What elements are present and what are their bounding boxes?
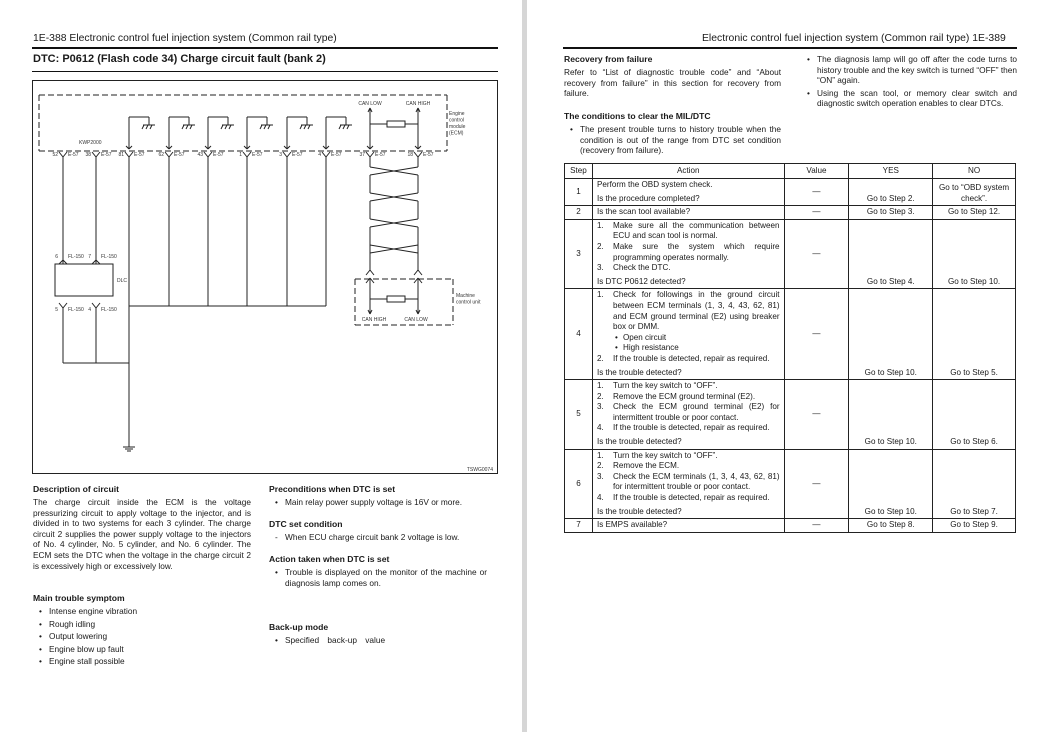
figure-id: TSWG0074 xyxy=(466,467,493,473)
sub-step: • Open circuit xyxy=(613,333,780,344)
step-text: If the trouble is detected, repair as required. xyxy=(612,353,770,363)
terminal-pin: 4 xyxy=(318,152,321,158)
terminal-connector: E-57 xyxy=(423,152,434,158)
terminal-connector: E-57 xyxy=(68,152,79,158)
dlc-connector: FL-150 xyxy=(101,254,117,260)
step-cell: 6 xyxy=(565,449,593,519)
clear-condition-item: • The diagnosis lamp will go off after the code turns to history trouble and the key switch is turned “OFF” then “ON” again. xyxy=(801,54,1017,86)
terminal-connector: E-57 xyxy=(213,152,224,158)
dtc-title: DTC: P0612 (Flash code 34) Charge circuit fault (bank 2) xyxy=(33,53,326,65)
step-number: 2. xyxy=(596,391,604,401)
terminal-pin: 81 xyxy=(118,152,124,158)
action-taken-item: • Trouble is displayed on the monitor of the machine or diagnosis lamp comes on. xyxy=(269,567,487,588)
yes-cell: Go to Step 4. xyxy=(849,219,933,289)
table-row xyxy=(565,179,1016,206)
no-cell: Go to Step 10. xyxy=(933,219,1016,289)
no-cell: Go to “OBD system check”. xyxy=(933,179,1016,206)
clear-conditions-list-a xyxy=(564,124,781,156)
dlc-connector: FL-150 xyxy=(101,307,117,313)
header-rule-right xyxy=(563,47,1017,49)
clear-condition-item: • The present trouble turns to history trouble when the condition is out of the range from DTC set condition (recovery from failure). xyxy=(564,124,781,156)
dlc-pin: 4 xyxy=(88,307,91,313)
terminal-connector: E-57 xyxy=(252,152,263,158)
step-number: 4. xyxy=(596,423,604,433)
symptom-item: • Intense engine vibration xyxy=(33,605,253,618)
step-text: Check the ECM terminals (1, 3, 4, 43, 62, 81) for intermittent trouble or poor contact. xyxy=(612,471,780,492)
dlc-pin: 6 xyxy=(55,254,58,260)
value-cell: — xyxy=(784,449,849,519)
table-header-row xyxy=(565,164,1016,179)
symptom-item: • Output lowering xyxy=(33,630,253,643)
action-question: Is the trouble detected? xyxy=(596,367,682,377)
step-number: 1. xyxy=(596,290,604,300)
header-value: Value xyxy=(784,164,849,179)
action-cell xyxy=(592,519,784,533)
action-question: Is the procedure completed? xyxy=(596,193,700,203)
terminal-connector: E-57 xyxy=(375,152,386,158)
step-cell: 4 xyxy=(565,289,593,380)
step-text: Turn the key switch to “OFF”. xyxy=(612,381,718,391)
step-text: Remove the ECM ground terminal (E2). xyxy=(612,391,756,401)
action-steps xyxy=(597,451,780,504)
step-text: If the trouble is detected, repair as required. xyxy=(612,493,770,503)
terminal-pin: 62 xyxy=(158,152,164,158)
action-step xyxy=(597,290,780,354)
value-cell: — xyxy=(784,380,849,450)
step-number: 2. xyxy=(596,353,604,363)
no-cell: Go to Step 6. xyxy=(933,380,1016,450)
table-row xyxy=(565,449,1016,519)
preconditions-heading: Preconditions when DTC is set xyxy=(269,484,396,494)
recovery-heading: Recovery from failure xyxy=(564,54,653,64)
action-cell xyxy=(592,219,784,289)
ecm-label: control xyxy=(449,117,465,124)
step-cell: 7 xyxy=(565,519,593,533)
set-condition-heading: DTC set condition xyxy=(269,519,343,529)
yes-cell: Go to Step 3. xyxy=(849,206,933,220)
terminal-connector: E-57 xyxy=(101,152,112,158)
action-step xyxy=(597,392,780,403)
yes-cell: Go to Step 8. xyxy=(849,519,933,533)
table-body xyxy=(565,179,1016,533)
yes-cell: Go to Step 10. xyxy=(849,380,933,450)
symptom-item: • Engine stall possible xyxy=(33,655,253,668)
terminal-pin: 43 xyxy=(197,152,203,158)
can-high-label: CAN HIGH xyxy=(361,317,387,323)
action-steps xyxy=(597,381,780,434)
step-cell: 1 xyxy=(565,179,593,206)
dlc-connector: FL-150 xyxy=(68,254,84,260)
value-cell: — xyxy=(784,206,849,220)
terminal-pin: 52 xyxy=(52,152,58,158)
running-head-right: Electronic control fuel injection system (Common rail type) 1E-389 xyxy=(702,33,1006,44)
symptom-item: • Engine blow up fault xyxy=(33,643,253,656)
action-cell xyxy=(592,449,784,519)
action-question: Is the scan tool available? xyxy=(596,207,691,217)
value-cell: — xyxy=(784,219,849,289)
clear-conditions-list-b xyxy=(801,54,1017,109)
mcu-label: Machine xyxy=(456,293,475,299)
step-text: If the trouble is detected, repair as required. xyxy=(612,423,770,433)
no-cell: Go to Step 7. xyxy=(933,449,1016,519)
description-text: The charge circuit inside the ECM is the voltage pressurizing circuit to apply voltage to the injector, and is divided in to two systems for each 3 cylinder. The charge circuit 2 supplies the power supply voltage to the injectors of No. 4 cylinder, No. 5 cylinder, and No. 6 cylinder. The ECM sets the DTC when the voltage in the charge circuit 2 is excessively high or excessively low. xyxy=(33,497,251,571)
step-number: 2. xyxy=(596,461,604,471)
yes-cell: Go to Step 10. xyxy=(849,449,933,519)
step-number: 3. xyxy=(596,263,604,273)
terminal-pin: 18 xyxy=(407,152,413,158)
backup-item: • Specified back-up value xyxy=(269,634,489,647)
action-step xyxy=(597,242,780,263)
action-taken-heading: Action taken when DTC is set xyxy=(269,554,390,564)
action-cell xyxy=(592,380,784,450)
diagnosis-table xyxy=(564,163,1016,533)
action-step xyxy=(597,402,780,423)
step-cell: 2 xyxy=(565,206,593,220)
dlc-label: DLC xyxy=(117,278,128,284)
step-text: Check for followings in the ground circuit between ECM terminals (1, 3, 4, 43, 62, 81) and ECM ground terminal (E2) using breaker box or DMM. xyxy=(612,290,780,332)
table-row xyxy=(565,206,1016,220)
description-heading: Description of circuit xyxy=(33,484,119,494)
dlc-pin: 5 xyxy=(55,307,58,313)
step-number: 1. xyxy=(596,220,604,230)
step-text: Make sure all the communication between ECU and scan tool is normal. xyxy=(612,220,780,241)
can-low-label: CAN LOW xyxy=(358,101,382,107)
yes-cell: Go to Step 2. xyxy=(849,179,933,206)
step-cell: 3 xyxy=(565,219,593,289)
action-steps xyxy=(597,290,780,364)
step-text: Check the ECM ground terminal (E2) for intermittent trouble or poor contact. xyxy=(612,402,780,422)
action-question: Is EMPS available? xyxy=(596,520,668,530)
running-head-left: 1E-388 Electronic control fuel injection system (Common rail type) xyxy=(33,33,337,44)
action-cell xyxy=(592,289,784,380)
terminal-pin: 38 xyxy=(85,152,91,158)
main-symptom-heading: Main trouble symptom xyxy=(33,593,125,603)
backup-heading: Back-up mode xyxy=(269,622,329,632)
action-step xyxy=(597,381,780,392)
step-cell: 5 xyxy=(565,380,593,450)
set-condition-item: - When ECU charge circuit bank 2 voltage is low. xyxy=(269,531,489,544)
dlc-connector: FL-150 xyxy=(68,307,84,313)
header-no: NO xyxy=(933,164,1016,179)
symptom-item: • Rough idling xyxy=(33,618,253,631)
action-question: Is the trouble detected? xyxy=(596,506,682,516)
value-cell: — xyxy=(784,179,849,206)
step-text: Check the DTC. xyxy=(612,263,671,273)
header-action: Action xyxy=(592,164,784,179)
table-row xyxy=(565,519,1016,533)
table-row xyxy=(565,219,1016,289)
step-number: 1. xyxy=(596,381,604,391)
step-number: 3. xyxy=(596,402,604,412)
sub-steps xyxy=(613,333,780,354)
action-step xyxy=(597,423,780,434)
header-yes: YES xyxy=(849,164,933,179)
header-step: Step xyxy=(565,164,593,179)
action-question: Is DTC P0612 detected? xyxy=(596,276,686,286)
ecm-label: module xyxy=(449,124,466,130)
terminal-pin: 3 xyxy=(279,152,282,158)
step-number: 1. xyxy=(596,450,604,460)
terminal-connector: E-57 xyxy=(292,152,303,158)
no-cell: Go to Step 12. xyxy=(933,206,1016,220)
action-step xyxy=(597,493,780,504)
dlc-pin: 7 xyxy=(88,254,91,260)
action-step xyxy=(597,354,780,365)
sub-step: • High resistance xyxy=(613,343,780,354)
recovery-text: Refer to “List of diagnostic trouble code” and “About recovery from failure” in this section for recovery from failure. xyxy=(564,67,781,99)
terminal-connector: E-57 xyxy=(134,152,145,158)
no-cell: Go to Step 5. xyxy=(933,289,1016,380)
can-high-label: CAN HIGH xyxy=(405,101,431,107)
kwp2000-label: KWP2000 xyxy=(79,140,102,146)
action-cell xyxy=(592,179,784,206)
terminal-connector: E-57 xyxy=(331,152,342,158)
terminal-pin: 37 xyxy=(359,152,365,158)
action-step xyxy=(597,461,780,472)
table-row xyxy=(565,380,1016,450)
action-step xyxy=(597,472,780,493)
ecm-label: (ECM) xyxy=(449,130,464,137)
step-text: Make sure the system which require programming operates normally. xyxy=(612,241,780,262)
step-number: 3. xyxy=(596,471,604,481)
value-cell: — xyxy=(784,519,849,533)
step-number: 4. xyxy=(596,493,604,503)
action-step xyxy=(597,451,780,462)
yes-cell: Go to Step 10. xyxy=(849,289,933,380)
precondition-item: • Main relay power supply voltage is 16V or more. xyxy=(269,496,489,509)
table-row xyxy=(565,289,1016,380)
action-step xyxy=(597,221,780,242)
step-number: 2. xyxy=(596,241,604,251)
step-text: Turn the key switch to “OFF”. xyxy=(612,450,718,460)
no-cell: Go to Step 9. xyxy=(933,519,1016,533)
terminal-pin: 1 xyxy=(239,152,242,158)
can-low-label: CAN LOW xyxy=(404,317,428,323)
action-steps xyxy=(597,221,780,274)
clear-conditions-heading: The conditions to clear the MIL/DTC xyxy=(564,111,711,121)
action-step xyxy=(597,263,780,274)
step-text: Remove the ECM. xyxy=(612,461,680,471)
action-question: Is the trouble detected? xyxy=(596,437,682,447)
mcu-label: control unit xyxy=(456,299,481,306)
clear-condition-item: • Using the scan tool, or memory clear switch and diagnostic switch operation enables to clear DTCs. xyxy=(801,88,1017,109)
action-intro: Perform the OBD system check. xyxy=(596,180,713,189)
ecm-label: Engine xyxy=(449,111,465,117)
action-cell xyxy=(592,206,784,220)
value-cell: — xyxy=(784,289,849,380)
terminal-connector: E-57 xyxy=(174,152,185,158)
